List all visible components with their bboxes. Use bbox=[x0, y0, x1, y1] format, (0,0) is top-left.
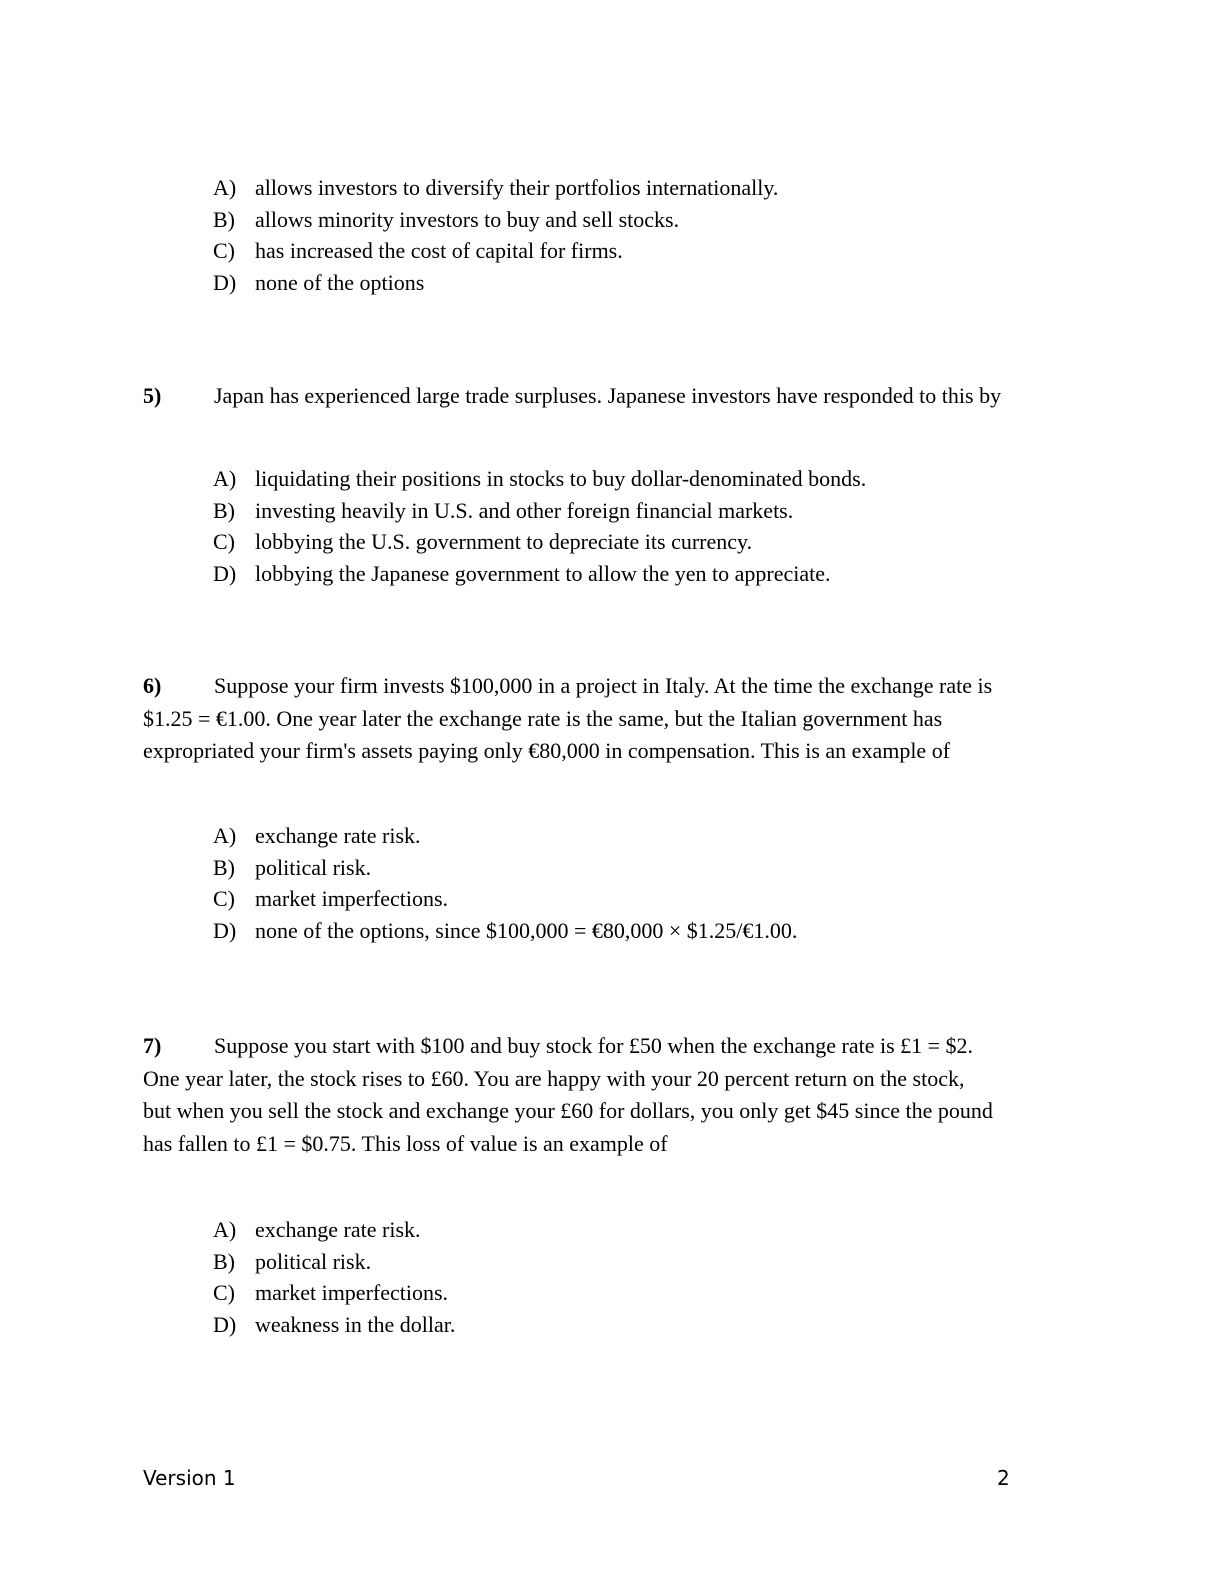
question-line: expropriated your firm's assets paying only €80,000 in compensation. This is an example of bbox=[143, 738, 951, 763]
option-letter: A) bbox=[213, 823, 237, 848]
option-text: lobbying the U.S. government to depreciate its currency. bbox=[255, 529, 753, 554]
question-line bbox=[143, 1030, 1083, 1063]
option-text: political risk. bbox=[255, 1248, 372, 1274]
question-text: Japan has experienced large trade surpluses. Japanese investors have responded to this by bbox=[214, 383, 1002, 408]
option-text: lobbying the Japanese government to allow the yen to appreciate. bbox=[255, 560, 831, 586]
option-text: allows investors to diversify their portfolios internationally. bbox=[255, 175, 779, 200]
q5-options bbox=[213, 463, 866, 589]
question-number: 6) bbox=[143, 673, 162, 698]
option-text: exchange rate risk. bbox=[255, 1217, 421, 1242]
option-text: market imperfections. bbox=[255, 1280, 449, 1305]
question-number: 5) bbox=[143, 383, 162, 408]
option-text: liquidating their positions in stocks to buy dollar-denominated bonds. bbox=[255, 466, 867, 491]
q7-options bbox=[213, 1214, 455, 1340]
q5-option-b bbox=[213, 495, 866, 527]
question-line: has fallen to £1 = $0.75. This loss of value is an example of bbox=[143, 1130, 668, 1156]
option-text: none of the options, since $100,000 = €80,000 × $1.25/€1.00. bbox=[255, 917, 798, 943]
q6-options bbox=[213, 820, 797, 946]
q6-option-a bbox=[213, 820, 797, 852]
option-letter: A) bbox=[213, 175, 237, 200]
q4-option-c bbox=[213, 235, 778, 267]
option-letter: D) bbox=[213, 560, 237, 586]
q5-option-a bbox=[213, 463, 866, 495]
option-text: market imperfections. bbox=[255, 886, 449, 911]
option-text: political risk. bbox=[255, 854, 372, 880]
option-letter: B) bbox=[213, 1248, 235, 1274]
option-letter: D) bbox=[213, 269, 237, 295]
option-letter: C) bbox=[213, 1280, 235, 1305]
q7-option-b bbox=[213, 1246, 455, 1278]
q6-option-c bbox=[213, 883, 797, 915]
option-text: has increased the cost of capital for firms. bbox=[255, 238, 623, 263]
option-letter: C) bbox=[213, 529, 235, 554]
question-7 bbox=[143, 1030, 1083, 1160]
question-line: $1.25 = €1.00. One year later the exchange rate is the same, but the Italian government has bbox=[143, 705, 943, 731]
q4-options bbox=[213, 172, 778, 298]
option-letter: A) bbox=[213, 1217, 237, 1242]
q7-option-a bbox=[213, 1214, 455, 1246]
question-text: Suppose your firm invests $100,000 in a project in Italy. At the time the exchange rate is bbox=[214, 673, 993, 698]
footer-version: Version 1 bbox=[143, 1466, 236, 1490]
question-line: but when you sell the stock and exchange your £60 for dollars, you only get $45 since the pound bbox=[143, 1098, 993, 1123]
option-letter: C) bbox=[213, 886, 235, 911]
question-number: 7) bbox=[143, 1033, 162, 1058]
q4-option-d bbox=[213, 267, 778, 299]
option-letter: C) bbox=[213, 238, 235, 263]
footer-page-number: 2 bbox=[997, 1466, 1010, 1490]
q6-option-b bbox=[213, 852, 797, 884]
option-text: investing heavily in U.S. and other foreign financial markets. bbox=[255, 497, 794, 523]
q6-option-d bbox=[213, 915, 797, 947]
question-text: Suppose you start with $100 and buy stock for £50 when the exchange rate is £1 = $2. bbox=[214, 1033, 974, 1058]
q7-option-c bbox=[213, 1277, 455, 1309]
option-letter: D) bbox=[213, 917, 237, 943]
option-letter: B) bbox=[213, 854, 235, 880]
option-text: allows minority investors to buy and sell stocks. bbox=[255, 206, 680, 232]
option-text: weakness in the dollar. bbox=[255, 1311, 456, 1337]
option-letter: B) bbox=[213, 497, 235, 523]
option-text: none of the options bbox=[255, 269, 425, 295]
option-letter: B) bbox=[213, 206, 235, 232]
question-line bbox=[143, 670, 1083, 703]
question-6 bbox=[143, 670, 1083, 768]
question-line bbox=[143, 380, 1083, 413]
q5-option-d bbox=[213, 558, 866, 590]
question-line: One year later, the stock rises to £60. You are happy with your 20 percent return on the stock, bbox=[143, 1065, 965, 1091]
question-5 bbox=[143, 380, 1083, 413]
option-letter: D) bbox=[213, 1311, 237, 1337]
q4-option-b bbox=[213, 204, 778, 236]
option-letter: A) bbox=[213, 466, 237, 491]
option-text: exchange rate risk. bbox=[255, 823, 421, 848]
q4-option-a bbox=[213, 172, 778, 204]
q5-option-c bbox=[213, 526, 866, 558]
q7-option-d bbox=[213, 1309, 455, 1341]
